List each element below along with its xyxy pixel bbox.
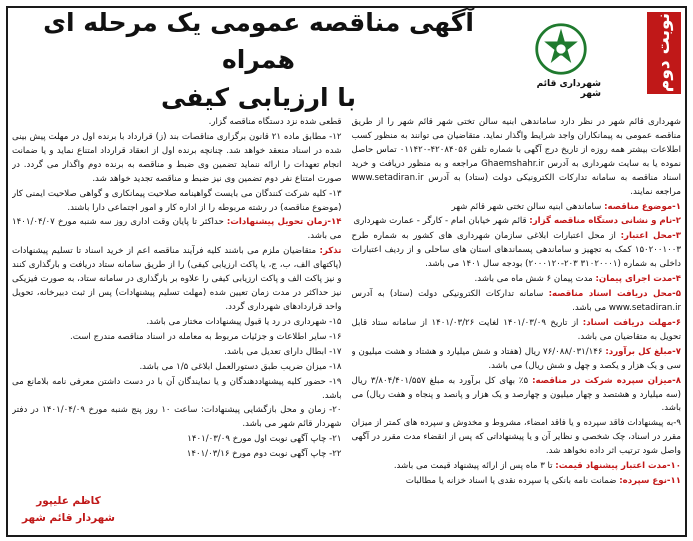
paragraph <box>12 346 342 360</box>
paragraph-text: ۱۲- مطابق ماده ۲۱ قانون برگزاری مناقصات بند (ز) قرارداد با برنده اول در مهلت پیش بینی شده در اسناد منعقد خواهد شد. چنانچه برنده اول از انعقاد قرارداد امتناع نماید و یا ضمانت انجام تعهدات را ارائه ننماید تضمین وی ضبط و مناقصه به برنده دوم واگذار می گردد. در صورت امتناع نفر دوم تضمین وی نیز ضبط و مناقصه تجدید خواهد شد. <box>12 131 342 184</box>
paragraph <box>352 317 682 345</box>
paragraph-text: سامانه تدارکات الکترونیکی دولت (ستاد) به آدرس www.setadiran.ir می باشد. <box>351 289 681 313</box>
paragraph <box>12 448 342 462</box>
paragraph <box>12 404 342 432</box>
paragraph-label: ۷-مبلغ کل برآورد: <box>605 346 681 357</box>
paragraph-label: ۱۱-نوع سپرده: <box>619 476 681 487</box>
paragraph <box>12 376 342 404</box>
paragraph-label: تذکر: <box>319 246 342 257</box>
paragraph-text: ۹-به پیشنهادات فاقد سپرده و یا فاقد امضاء، مشروط و مخدوش و سپرده های کمتر از میزان مقرر در اسناد، چک شخصی و نظایر آن و یا پیشنهاداتی که پس از انقضاء مدت مقرر در آگهی واصل شود ترتیب اثر داده نخواهد شد. <box>351 418 681 457</box>
paragraph <box>352 460 682 474</box>
paragraph <box>12 188 342 216</box>
municipality-emblem-icon <box>533 21 589 77</box>
paragraph <box>12 361 342 375</box>
paragraph-text: ۱۶- سایر اطلاعات و جزئیات مربوط به معامله در اسناد مناقصه مندرج است. <box>70 331 342 342</box>
paragraph-text: ۱۳- کلیه شرکت کنندگان می بایست گواهینامه صلاحیت پیمانکاری و گواهی صلاحیت ایمنی کار (موضوع مناقصه) در رشته مربوطه را از اداره کار و امور اجتماعی دارا باشند. <box>12 188 342 213</box>
issue-stamp-text: نوبت دوم <box>654 13 674 93</box>
paragraph-text: ۵٪ بهای کل برآورد به مبلغ ۳/۸۰۴/۴۰۱/۵۵۷ ریال (سه میلیارد و هشتصد و چهار میلیون و چهارصد و یک هزار و پانصد و پنجاه و هفت ریال) می باشد. <box>351 375 681 414</box>
paragraph-text: ضمانت نامه بانکی یا سپرده نقدی یا اسناد خزانه یا مطالبات <box>405 476 620 487</box>
paragraph-label: ۱۴-زمان تحویل پیشنهادات: <box>226 217 342 228</box>
paragraph <box>12 216 342 244</box>
paragraph-label: ۶-مهلت دریافت اسناد: <box>582 317 681 328</box>
issue-stamp <box>647 12 681 94</box>
paragraph-label: ۳-محل اعتبار: <box>620 231 681 242</box>
paragraph-text: ۱۸- میزان ضریب طبق دستورالعمل ابلاغی ۱/۵ می باشد. <box>139 361 342 372</box>
page-title-line-2: با ارزیابی کیفی <box>160 82 357 112</box>
paragraph <box>352 417 682 459</box>
paragraph <box>12 433 342 447</box>
paragraph-text: ساماندهی ابنیه سالن تختی شهر قائم شهر <box>451 201 605 212</box>
signature-title: شهردار قائم شهر <box>22 512 115 525</box>
paragraph-text: ۲۱- چاپ آگهی نوبت اول مورخ ۱۴۰۱/۰۳/۰۹ <box>187 434 342 445</box>
paragraph-label: ۲-نام و نشانی دستگاه مناقصه گزار: <box>529 216 681 227</box>
paragraph <box>12 316 342 330</box>
paragraph <box>352 230 682 272</box>
logo-caption: شهرداری قائم شهر <box>536 79 601 99</box>
paragraph-label: ۵-محل دریافت اسناد مناقصه: <box>548 289 681 300</box>
paragraph-label: ۴-مدت اجرای پیمان: <box>595 274 681 285</box>
paragraph-label: ۱-موضوع مناقصه: <box>604 201 681 212</box>
left-column <box>12 116 342 531</box>
paragraph-text: تا ۳ ماه پس از ارائه پیشنهاد قیمت می باشد. <box>393 461 556 472</box>
signature-block <box>22 493 115 527</box>
paragraph <box>12 245 342 315</box>
advertisement-frame <box>6 6 687 537</box>
paragraph-text: ۲۰- زمان و محل بازگشایی پیشنهادات: ساعت ۱۰ روز پنج شنبه مورخ ۱۴۰۱/۰۴/۰۹ در دفتر شهردار قائم شهر می باشد. <box>12 405 342 430</box>
advertisement-body <box>12 116 681 531</box>
paragraph-text: ۲۲- چاپ آگهی نوبت دوم مورخ ۱۴۰۱/۰۳/۱۶ <box>186 449 342 460</box>
signature-name: کاظم علیپور <box>36 495 101 508</box>
paragraph <box>352 475 682 489</box>
paragraph <box>12 131 342 187</box>
paragraph-text: ۱۷- ابطال دارای تعدیل می باشد. <box>224 346 342 357</box>
paragraph-label: ۸-میزان سپرده شرکت در مناقصه: <box>532 375 681 386</box>
paragraph-text: قائم شهر خیابان امام - کارگر - عمارت شهرداری <box>353 216 530 227</box>
header <box>12 7 601 112</box>
paragraph-text: از تاریخ ۱۴۰۱/۰۳/۰۹ لغایت ۱۴۰۱/۰۳/۲۶ از سامانه ستاد قابل تحویل به متقاضیان می باشد. <box>351 317 681 342</box>
paragraph <box>12 331 342 345</box>
right-column <box>352 116 682 531</box>
paragraph-text: ۷۶/۰۸۸/۰۳۱/۱۴۶ ریال (هفتاد و شش میلیارد و هشتاد و هشت میلیون و سی و یک هزار و یکصد و چهل و شش ریال) می باشد. <box>351 346 681 371</box>
paragraph-text: مدت پیمان ۶ شش ماه می باشد. <box>474 274 596 285</box>
paragraph <box>352 375 682 417</box>
paragraph <box>12 116 342 130</box>
paragraph-label: ۱۰-مدت اعتبار پیشنهاد قیمت: <box>555 461 681 472</box>
paragraph <box>352 346 682 374</box>
page-title-line-1: آگهی مناقصه عمومی یک مرحله ای همراه <box>43 7 474 75</box>
paragraph-text: ۱۹- حضور کلیه پیشنهاددهندگان و یا نمایندگان آن با در دست داشتن معرفی نامه بلامانع می باشد. <box>12 376 342 401</box>
title-area <box>12 7 505 112</box>
paragraph <box>352 116 682 200</box>
paragraph <box>352 273 682 287</box>
paragraph-text: قطعی شده نزد دستگاه مناقصه گزار. <box>208 117 342 127</box>
paragraph-text: از محل اعتبارات ابلاغی سازمان شهرداری های کشور به شماره طرح ۱۵۰۲۰۰۱۰۰۳ کمک به تجهیز و ساماندهی پسماندهای استان های ساحلی و از ردیف اعتبارات داخلی به شماره (۳۱۰۲۰۰۰۱ ۲۰۳-۲۰۰۰۱۲۰) بودجه سال ۱۴۰۱ می باشد. <box>351 231 681 270</box>
paragraph <box>352 288 682 316</box>
paragraph <box>352 215 682 229</box>
paragraph-text: متقاضیان ملزم می باشند کلیه فرآیند مناقصه اعم از خرید اسناد تا تسلیم پیشنهادات (پاکتهای الف، ب، ج، یا پاکت ارزیابی کیفی) را از طریق سامانه ستاد دریافت و بارگذاری کنند و نیز پاکت الف و پاکت ارزیابی کیفی را علاوه بر بارگذاری در سامانه ستاد، به صورت فیزیکی نیز حداکثر در مدت زمان تعیین شده (مهلت تسلیم پیشنهادات) پس از ثبت دبیرخانه، تحویل واحد قراردادهای شهرداری گردد. <box>12 246 342 312</box>
paragraph-text: شهرداری قائم شهر در نظر دارد ساماندهی ابنیه سالن تختی شهر قائم شهر را از طریق مناقصه عمومی به پیمانکاران واجد شرایط واگذار نماید. متقاضیان می توانند به منظور کسب اطلاعات بیشتر همه روزه از تاریخ درج آگهی با شماره تلفن ۴۲۰۸۴۰۵۶-۰۱۱۴۲۰ تماس حاصل نموده یا به سایت شهرداری به آدرس Ghaemshahr.ir مراجعه و به منظور دریافت و خرید اسناد مناقصه به سامانه تدارکات الکترونیکی دولت (ستاد) به آدرس www.setadiran.ir مراجعه نمایند. <box>351 117 681 197</box>
paragraph-text: حداکثر تا پایان وقت اداری روز سه شنبه مورخ ۱۴۰۱/۰۴/۰۷ می باشد. <box>12 217 342 242</box>
municipality-logo <box>521 12 601 108</box>
paragraph-text: ۱۵- شهرداری در رد یا قبول پیشنهادات مختار می باشد. <box>146 316 342 327</box>
paragraph <box>352 201 682 215</box>
